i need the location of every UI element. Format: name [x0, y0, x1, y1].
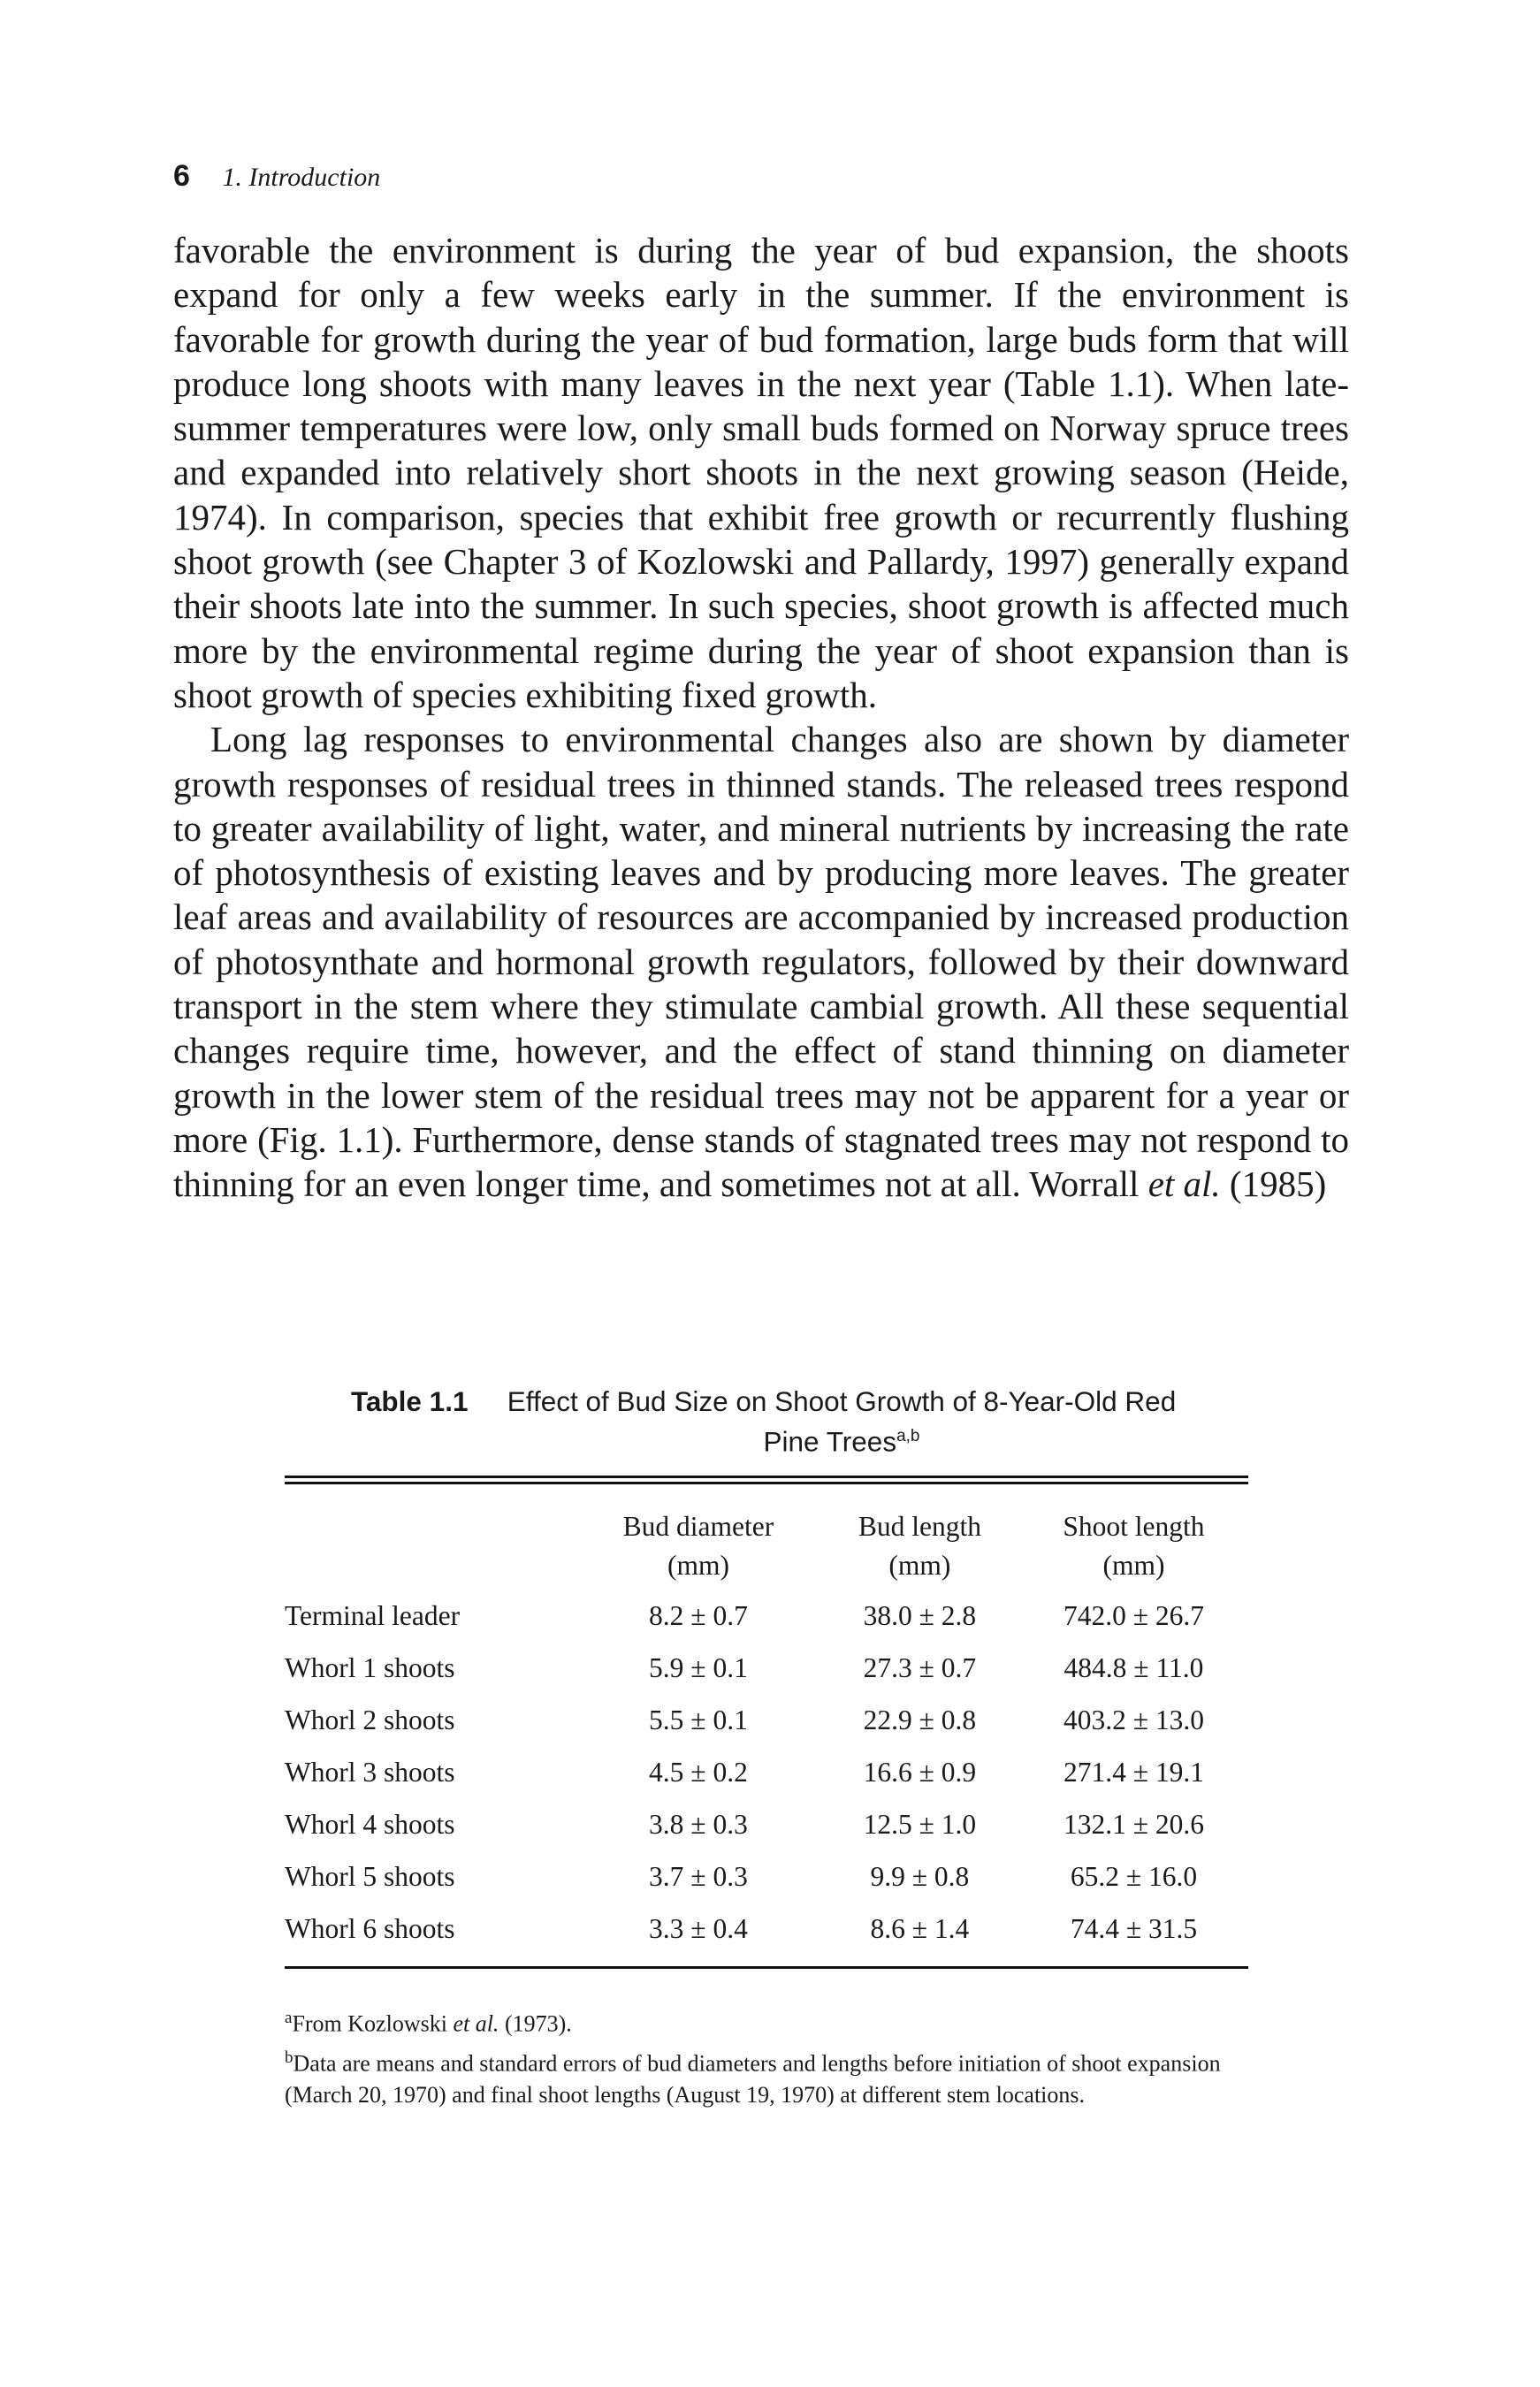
- cell-shoot-length: 65.2 ± 16.0: [1070, 1861, 1198, 1892]
- footnote-a-mark: a: [285, 2008, 293, 2027]
- paragraph-1: favorable the environment is during the year of bud expansion, the shoots expand for only a few weeks early in the summer. If the environment is favorable for growth during the year of bud formation, large buds form that will produce long shoots with many leaves in the next year (Table 1.1). When late-summer temperatures were low, only small buds formed on Norway spruce trees and expanded into relatively short shoots in the next growing season (Heide, 1974). In comparison, species that exhibit free growth or recurrently flushing shoot growth (see Chapter 3 of Kozlowski and Pallardy, 1997) generally expand their shoots late into the summer. In such species, shoot growth is affected much more by the environmental regime during the year of shoot expansion than is shoot growth of species exhibiting fixed growth.: [173, 230, 1349, 715]
- cell-shoot-length: 74.4 ± 31.5: [1070, 1913, 1198, 1944]
- table-title-sup: a,b: [896, 1427, 920, 1445]
- row-label: Whorl 1 shoots: [285, 1652, 455, 1683]
- page-header: [173, 159, 380, 194]
- header-blank: [285, 1484, 576, 1590]
- col-shoot-length: [1019, 1484, 1248, 1590]
- cell-shoot-length: 403.2 ± 13.0: [1063, 1704, 1204, 1735]
- row-label: Whorl 4 shoots: [285, 1809, 455, 1840]
- row-label: Whorl 3 shoots: [285, 1757, 455, 1788]
- col-unit: (mm): [888, 1549, 951, 1581]
- table-row: [285, 1643, 1248, 1695]
- col-bud-diameter: [576, 1484, 820, 1590]
- cell-bud-diameter: 8.2 ± 0.7: [649, 1600, 748, 1631]
- cell-bud-length: 27.3 ± 0.7: [863, 1652, 977, 1683]
- cell-bud-length: 22.9 ± 0.8: [863, 1704, 977, 1735]
- cell-bud-length: 16.6 ± 0.9: [863, 1757, 977, 1788]
- cell-bud-diameter: 5.5 ± 0.1: [649, 1704, 748, 1735]
- row-label: Whorl 6 shoots: [285, 1913, 455, 1944]
- table-top-rule: [285, 1476, 1248, 1478]
- row-label: Whorl 2 shoots: [285, 1704, 455, 1735]
- paragraph-2-text: Long lag responses to environmental changes also are shown by diameter growth responses of residual trees in thinned stands. The released trees respond to greater availability of light, water, and mineral nutrients by increasing the rate of photosynthesis of existing leaves and by producing more leaves. The greater leaf areas and availability of resources are accompanied by increased production of photosynthate and hormonal growth regulators, followed by their downward transport in the stem where they stimulate cambial growth. All these sequential changes require time, however, and the effect of stand thinning on diameter growth in the lower stem of the residual trees may not be apparent for a year or more (Fig. 1.1). Furthermore, dense stands of stagnated trees may not respond to thinning for an even longer time, and sometimes not at all. Worrall: [173, 719, 1349, 1205]
- cell-bud-diameter: 3.8 ± 0.3: [649, 1809, 748, 1840]
- table-row: [285, 1747, 1248, 1799]
- cell-bud-diameter: 4.5 ± 0.2: [649, 1757, 748, 1788]
- cell-shoot-length: 742.0 ± 26.7: [1063, 1600, 1204, 1631]
- cell-shoot-length: 132.1 ± 20.6: [1063, 1809, 1204, 1840]
- cell-bud-diameter: 3.7 ± 0.3: [649, 1861, 748, 1892]
- page-number: 6: [173, 159, 190, 193]
- footnote-b: [285, 2042, 1248, 2110]
- cell-bud-length: 38.0 ± 2.8: [863, 1600, 977, 1631]
- footnote-b-text: Data are means and standard errors of bud diameters and lengths before initiation of shoot expansion (March 20, 1970) and final shoot lengths (August 19, 1970) at different stem locations.: [285, 2050, 1221, 2108]
- table-footnotes: [285, 2002, 1248, 2110]
- cell-bud-length: 9.9 ± 0.8: [870, 1861, 970, 1892]
- paragraph-2: [173, 717, 1349, 1206]
- body-text: [173, 228, 1349, 1207]
- footnote-b-mark: b: [285, 2048, 294, 2068]
- table-label: Table 1.1: [351, 1385, 469, 1417]
- row-label: Whorl 5 shoots: [285, 1861, 455, 1892]
- row-label: Terminal leader: [285, 1600, 461, 1631]
- col-name: Bud length: [858, 1510, 981, 1542]
- table-caption: [285, 1384, 1248, 1460]
- cell-bud-diameter: 3.3 ± 0.4: [649, 1913, 748, 1944]
- table-row: [285, 1799, 1248, 1851]
- table-header-row: [285, 1484, 1248, 1590]
- footnote-a: [285, 2002, 1248, 2040]
- cell-bud-diameter: 5.9 ± 0.1: [649, 1652, 748, 1683]
- paragraph-2-etal: et al.: [1147, 1163, 1221, 1205]
- table-row: [285, 1851, 1248, 1903]
- col-name: Bud diameter: [622, 1510, 774, 1542]
- cell-bud-length: 12.5 ± 1.0: [863, 1809, 977, 1840]
- col-unit: (mm): [1102, 1549, 1165, 1581]
- table-title: [506, 1384, 1178, 1460]
- col-name: Shoot length: [1063, 1510, 1205, 1542]
- footnote-a-post: (1973).: [504, 2010, 572, 2037]
- table-row: [285, 1903, 1248, 1956]
- table-bottom-rule: [285, 1966, 1248, 1969]
- cell-shoot-length: 271.4 ± 19.1: [1063, 1757, 1204, 1788]
- running-title: 1. Introduction: [222, 163, 381, 192]
- table-1-1: [285, 1384, 1248, 2110]
- table-title-text: Effect of Bud Size on Shoot Growth of 8-Year-Old Red Pine Trees: [507, 1385, 1177, 1458]
- cell-shoot-length: 484.8 ± 11.0: [1064, 1652, 1204, 1683]
- col-bud-length: [820, 1484, 1019, 1590]
- paragraph-2-year: (1985): [1229, 1163, 1327, 1205]
- cell-bud-length: 8.6 ± 1.4: [870, 1913, 970, 1944]
- col-unit: (mm): [667, 1549, 729, 1581]
- footnote-a-pre: From Kozlowski: [292, 2010, 447, 2037]
- table-row: [285, 1590, 1248, 1643]
- table-row: [285, 1695, 1248, 1747]
- data-table: [285, 1484, 1248, 1956]
- footnote-a-ital: et al.: [453, 2010, 499, 2037]
